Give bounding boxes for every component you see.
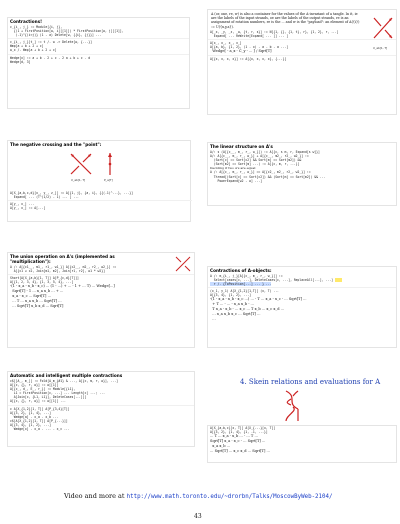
contractions-title: Contractions! [10, 19, 43, 24]
negative-code-2: A[y_, x_] ... [10, 202, 35, 207]
skein-code-0: A[X_{a,b,c}[x, T]] A[X_{...}[x, T]] [210, 426, 276, 430]
highlight-mark [335, 278, 342, 282]
contractions-code-1: {(1 + FirstPosition[w, i][[1]]) * FirstPosition[w, j][[1]], [10, 29, 124, 34]
skein-diagram [282, 389, 302, 423]
contractions-a-code-0: A /: m_{i_, j_}[A[{c_, m_, r_, w_}]] := [210, 274, 283, 278]
union-math-1: Sqrt[T] - 1 ... x_a x_b ... + ... [10, 289, 64, 294]
union-code-3: A[{1, 2, 3, 4}, {1, 3, 5, 4}, ...] [10, 280, 74, 285]
skein-math-1: Sqrt[T] x_a - x_c - ... Sqrt[T] ... [210, 439, 266, 444]
contractions-a-title: Contractions of A-objects: [210, 268, 272, 273]
automatic-code-1: A[{c, {}, r, w}] := w[[1]] [10, 383, 59, 388]
skein-math-0: ... T ... x_a - x_b ... - ... T ... [210, 434, 258, 439]
contractions-a-math-4: ... [210, 317, 216, 322]
linear-code-0: A/: s (A[{c__, m_, r_, w_}]) := A[{c, s m, r, Expand[s w]}] [210, 150, 320, 154]
contractions-panel [7, 17, 190, 109]
union-code-1: A[{c1 ∪ c2, Join[m1, m2], Join[r1, r2], w1 * w2}] [10, 269, 105, 274]
automatic-title: Automatic and intelligent multiple contractions [10, 373, 123, 378]
contractions-code-6: Wedge[x] := a + b - 2 + c - 2 a + b + c - d [10, 55, 91, 60]
automatic-code-11: Wedge[x] - x_a - ... - x_c ... [10, 427, 70, 432]
section-heading: 4. Skein relations and evaluations for A [240, 378, 381, 386]
negative-crossing-diagram [68, 151, 94, 177]
skein-code-1: A[{3, 2}, {1, 4}, {1, -1, ...}] [210, 430, 268, 435]
linear-code-3: (Sort[m2] == Sort[m] ...) := A[{c, m, r, ...}] [210, 162, 300, 167]
automatic-panel [7, 371, 195, 447]
automatic-code-8: Wedge[a] - x_a - x_b ... [10, 414, 59, 419]
automatic-code-3: L1 = FirstPosition[c, ...] ... Length[c] ...; ... [10, 391, 105, 396]
footer-lead: Video and more at [64, 492, 127, 500]
contractions-a-code-2: r /. {ToPosition[...] ... } ... [210, 282, 272, 287]
crossing-diagram [371, 14, 395, 44]
linear-code-5: A /: A[{c_, m_, r_, w_}] == A[{c2_, m2_, r2_, w2_}] := [210, 170, 311, 175]
glossary-code-0: A[_x, _y, _z, _w, {t, r, s}] := N[{1, {}, {1, t}, r}, {1, 2}, r, ...] [210, 29, 339, 34]
negative-label-a: X_ab[1, T] [71, 178, 86, 182]
glossary-diagram-label: X_ab[1, T] [373, 46, 388, 50]
union-math-2: x_a - x_c ... Sqrt[T] ... [10, 294, 51, 299]
linear-code-1: A/: A[{c__, m_, r_, w_}] + A[{c__, m2_, r2_, w2_}] := [210, 154, 309, 159]
contractions-code-5: w_x /. Wmp[a + b + 2 + c] [10, 48, 57, 53]
linear-structure-panel [207, 142, 397, 206]
contractions-code-2: (-1)^{(i<j)} (1 - a) Delete[w, {{i}, {j}}] ... [10, 33, 102, 38]
footer [64, 492, 333, 500]
automatic-code-10: A[{3, 4}, {1, 2}, ...] [10, 422, 51, 427]
union-math-4: ... Sqrt[T] x_b x_d ... Sqrt[T] [10, 304, 64, 309]
linear-code-6: Thread[(Sort[c] == Sort[c2]) && (Sort[m] == Sort[m2]) && ... [210, 174, 326, 179]
skein-math-2: x_a x_b ... [210, 444, 231, 449]
contractions-a-math-1: + T ... - ... - x_a x_b - ... [210, 302, 254, 307]
union-math-0: -(1 - x_a - x_b - x_c) ... (1 - ...) + ... - 1 + ... T) ... Wedge[...] [10, 284, 115, 289]
glossary-code-2: A[x_, x_, x_, x_] [210, 41, 242, 45]
negative-code-1: Expand[ ... (T^(1/2) - 1) ... ] ... [10, 195, 79, 200]
glossary-code-4: Wedge[ - a_x - C_y - ... ] / Sqrt[T] [210, 49, 272, 54]
linear-code-2: (Sort[c] == Sort[c2] && Sort[m] == Sort[m2]) && [210, 158, 302, 163]
automatic-code-4: A[Join[c, {L1, L1}], DeleteCases[...]]] [10, 395, 87, 400]
union-code-2: Short[A[X_{a,b}[1, T]] A[P_{c,d}[T]]] [10, 276, 79, 281]
linear-code-7: PowerExpand[w2 - w] ...] [210, 178, 263, 183]
contractions-a-math-0: -(1 - x_a - x_b - x_c ...) ... - T ... x_a - x_c - ... Sqrt[T] ... [210, 297, 307, 302]
contractions-code-3: c_{i_, j_}[t_] := t /. w -> Delete[w, {...}] [10, 40, 92, 45]
automatic-code-5: A[{c, {}, r, w}] := w[[1]] ... [10, 399, 66, 404]
contractions-a-code-4: A[{3, 4}, {1, 2}, ...] [210, 293, 251, 298]
automatic-code-0: c$[[A_, m_]] := Fold[A_m_{#1} & ..., A[{c, m, r, w}], ...] [10, 379, 119, 383]
contractions-code-4: Wmp[a + b + 2 + c] [10, 44, 44, 49]
union-panel [7, 252, 195, 348]
contractions-a-panel [207, 266, 397, 348]
skein-math-3: ... Sqrt[T] ... x_c x_d ... Sqrt[T] ... [210, 449, 270, 454]
point-diagram [103, 151, 117, 177]
footer-link[interactable]: http://www.math.toronto.edu/~drorbn/Talks/MoscowByWeb-2104/ [126, 494, 333, 500]
automatic-code-2: A[{c_, d_, E_, r_}] := Module[{L1}, [10, 387, 76, 392]
glossary-code-3: A[{a, b}, {1, 2}, (1 - x) - a - b - a ...] [210, 45, 289, 50]
glossary-code-5: A[{x, x, x, x}] := A[{x, x, x, x}, {...}] [210, 57, 287, 62]
contractions-a-code-1: Select[cases[c, ...], DeleteCases[c, ...], ReplaceAll[...], ...] [208, 278, 396, 282]
glossary-panel [207, 9, 397, 115]
automatic-code-7: A[{3, 2}, {1, 4}, ...] [10, 410, 51, 415]
contractions-code-0: c_{i_, j_} := Module[{i, j}, [10, 25, 63, 29]
skein-panel [207, 425, 397, 463]
negative-code-3: A[y_, x_] := A[...] [10, 206, 46, 211]
negative-code-0: A[X_{a,b,c,d}[x_, y_, z_]] := A[{1, j}, {a, i}, {{(-1)^...}, ...}] [10, 191, 133, 195]
contractions-code-7: Wedge[d, 3] [10, 59, 31, 64]
automatic-code-9: c$[A[X_{1,2}[1, T]] A[P_{...}]] [10, 418, 68, 423]
union-code-0: A /: A[{c1__, m1_, r1_, w1_}] A[{c2__, m2_, r2_, w2_}] := [10, 265, 117, 269]
negative-label-b: P_a[T] [104, 178, 113, 182]
negative-crossing-panel [7, 140, 191, 222]
contractions-a-code-3: (x_1, y_1) A[X_{1,2}[1,T]] (x, T) ... [210, 289, 279, 294]
negative-title: The negative crossing and the "point": [10, 142, 102, 147]
page-number: 43 [194, 513, 202, 520]
contractions-a-math-2: T x_a - x_b - ... x_c ... T x_b ... x_c x_d ... [210, 307, 285, 312]
union-math-3: ... T ... x_a x_b ... Sqrt[T] ... [10, 299, 62, 304]
linear-code-4: Deciding if two A's are equal: [210, 166, 257, 171]
linear-title: The linear structure on A's [210, 144, 273, 149]
union-title: The union operation on A's (implemented as "multiplication"): [10, 254, 115, 264]
glossary-code-1: Expand[ ... ReWrite[Expand[ ... ]] ... ] [210, 33, 289, 38]
automatic-code-6: c A[X_{1,2}[1, T]] A[P_{3,4}[T]] [10, 406, 70, 411]
contractions-a-math-3: ... x_a x_b x_c ... Sqrt[T] ... [210, 312, 261, 317]
glossary-intro: A (or, one, re, w) is also a container for the values of the A-invariant of a tangle. In it, ie are the labels of the input strands, oe are the labels of the output strands, re is an assignment of rotation numbers, re is the ... and w is the "payload": an element of A({i}) := U({x,y,a}). [211, 12, 360, 29]
union-diagram [174, 255, 192, 273]
